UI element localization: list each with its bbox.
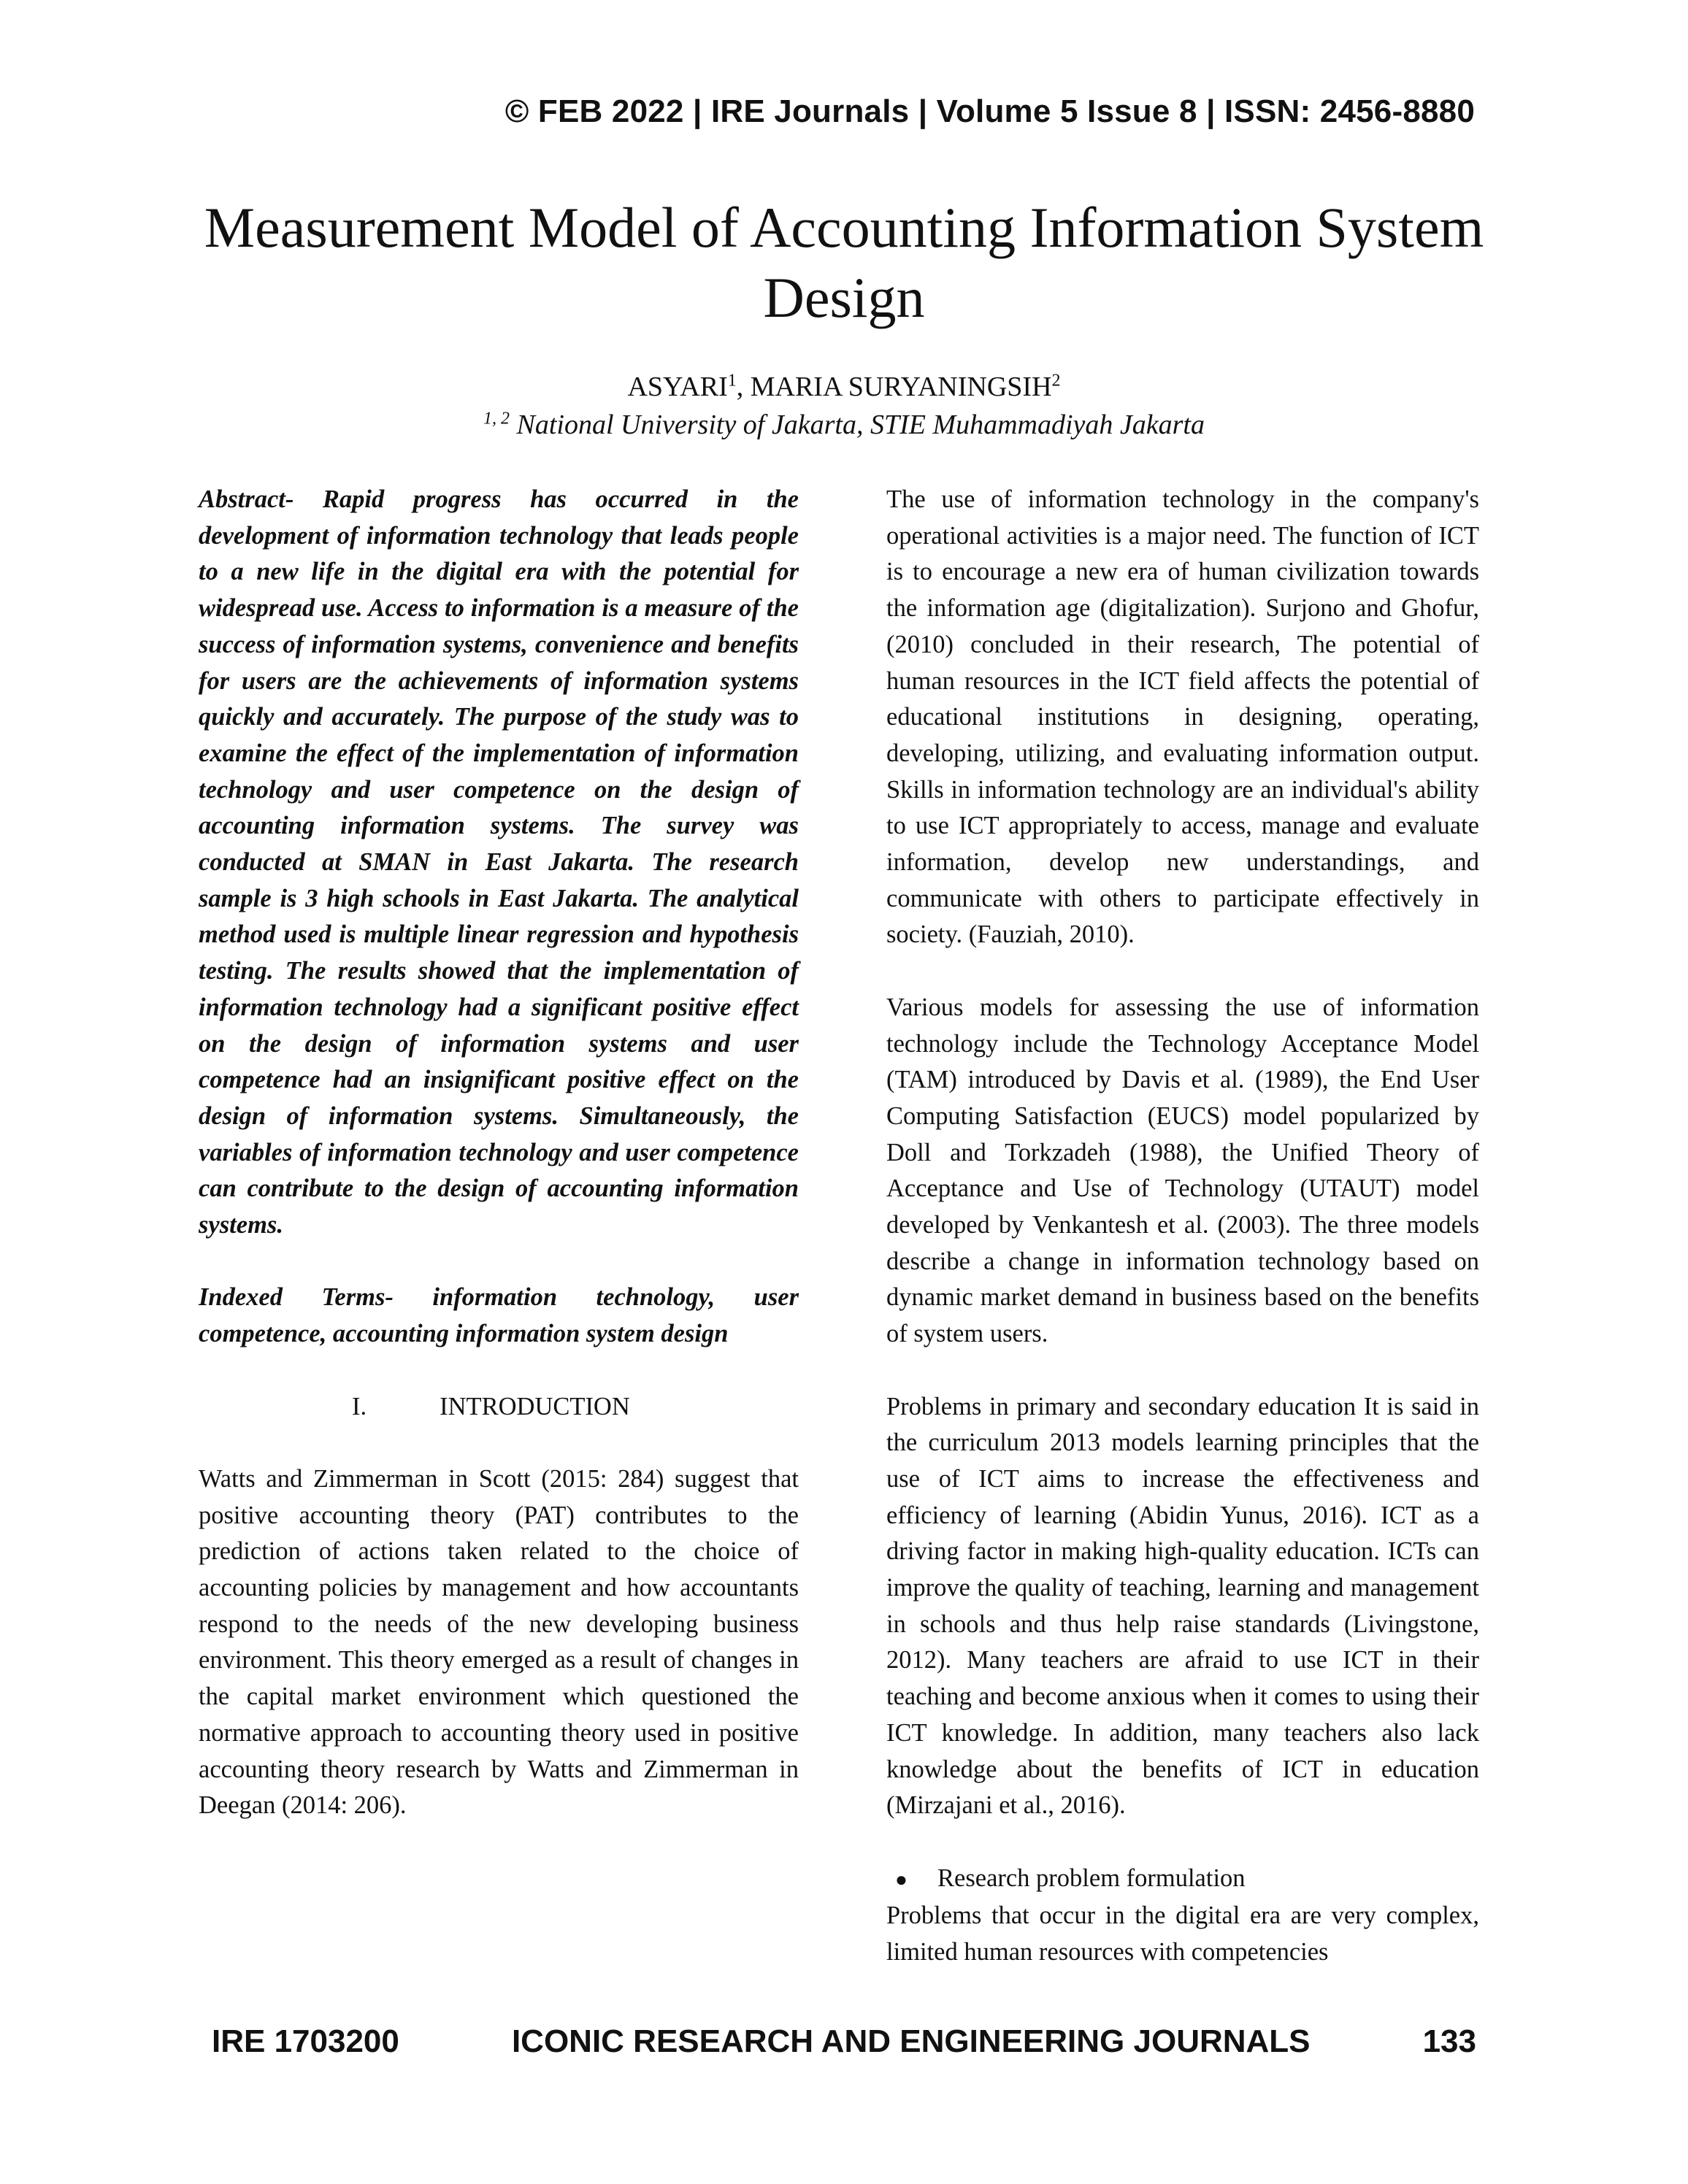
affiliation-text: National University of Jakarta, STIE Muhammadiyah Jakarta xyxy=(510,410,1205,440)
paper-title: Measurement Model of Accounting Information System Design xyxy=(204,196,1484,329)
bullet-item xyxy=(886,1861,1479,1899)
bullet-icon: ● xyxy=(895,1868,908,1891)
author-line xyxy=(175,369,1513,404)
section-heading-introduction xyxy=(199,1389,799,1426)
author-2: MARIA SURYANINGSIH xyxy=(750,372,1052,402)
left-column xyxy=(199,482,799,1861)
intro-paragraph: Watts and Zimmerman in Scott (2015: 284) suggest that positive accounting theory (PAT) contributes to the prediction of actions taken related to the choice of accounting policies by management and how accountants respond to the needs of the new developing business environment. This theory emerged as a result of changes in the capital market environment which questioned the normative approach to accounting theory used in positive accounting theory research by Watts and Zimmerman in Deegan (2014: 206). xyxy=(199,1464,799,1820)
author-separator: , xyxy=(736,372,751,402)
section-number: I. xyxy=(352,1392,367,1420)
affiliation-superscript: 1, 2 xyxy=(483,409,510,428)
indexed-terms: Indexed Terms- information technology, user competence, accounting information system design xyxy=(199,1283,799,1348)
author-2-superscript: 2 xyxy=(1051,371,1061,391)
footer-journal-name: ICONIC RESEARCH AND ENGINEERING JOURNALS xyxy=(511,2023,1311,2059)
page-footer xyxy=(212,2023,1476,2060)
section-title: INTRODUCTION xyxy=(440,1392,630,1420)
right-column xyxy=(886,482,1479,1971)
author-1-superscript: 1 xyxy=(727,371,737,391)
body-paragraph-2: Various models for assessing the use of information technology include the Technology Acceptance Model (TAM) introduced by Davis et al. (1989), the End User Computing Satisfaction (EUCS) model popularized by Doll and Torkzadeh (1988), the Unified Theory of Acceptance and Use of Technology (UTAUT) model developed by Venkantesh et al. (2003). The three models describe a change in information technology based on dynamic market demand in business based on the benefits of system users. xyxy=(886,993,1479,1348)
bullet-item-text: Research problem formulation xyxy=(937,1864,1246,1892)
journal-header-text: © FEB 2022 | IRE Journals | Volume 5 Issue 8 | ISSN: 2456-8880 xyxy=(505,93,1475,129)
footer-code: IRE 1703200 xyxy=(212,2023,399,2059)
affiliation-line xyxy=(175,407,1513,442)
abstract-paragraph: Abstract- Rapid progress has occurred in the development of information technology that leads people to a new life in the digital era with the potential for widespread use. Access to information is a measure of the success of information systems, convenience and benefits for users are the achievements of information systems quickly and accurately. The purpose of the study was to examine the effect of the implementation of information technology and user competence on the design of accounting information systems. The survey was conducted at SMAN in East Jakarta. The research sample is 3 high schools in East Jakarta. The analytical method used is multiple linear regression and hypothesis testing. The results showed that the implementation of information technology had a significant positive effect on the design of information systems and user competence had an insignificant positive effect on the design of information systems. Simultaneously, the variables of information technology and user competence can contribute to the design of accounting information systems. xyxy=(199,485,799,1239)
page-number: 133 xyxy=(1422,2023,1476,2059)
body-paragraph-4: Problems that occur in the digital era are very complex, limited human resources with competencies xyxy=(886,1902,1479,1966)
body-paragraph-1: The use of information technology in the company's operational activities is a major need. The function of ICT is to encourage a new era of human civilization towards the information age (digitalization). Surjono and Ghofur, (2010) concluded in their research, The potential of human resources in the ICT field affects the potential of educational institutions in designing, operating, developing, utilizing, and evaluating information output. Skills in information technology are an individual's ability to use ICT appropriately to access, manage and evaluate information, develop new understandings, and communicate with others to participate effectively in society. (Fauziah, 2010). xyxy=(886,485,1479,949)
author-1: ASYARI xyxy=(627,372,728,402)
journal-header xyxy=(212,93,1475,130)
body-paragraph-3: Problems in primary and secondary education It is said in the curriculum 2013 models learning principles that the use of ICT aims to increase the effectiveness and efficiency of learning (Abidin Yunus, 2016). ICT as a driving factor in making high-quality education. ICTs can improve the quality of teaching, learning and management in schools and thus help raise standards (Livingstone, 2012). Many teachers are afraid to use ICT in their teaching and become anxious when it comes to using their ICT knowledge. In addition, many teachers also lack knowledge about the benefits of ICT in education (Mirzajani et al., 2016). xyxy=(886,1392,1479,1820)
